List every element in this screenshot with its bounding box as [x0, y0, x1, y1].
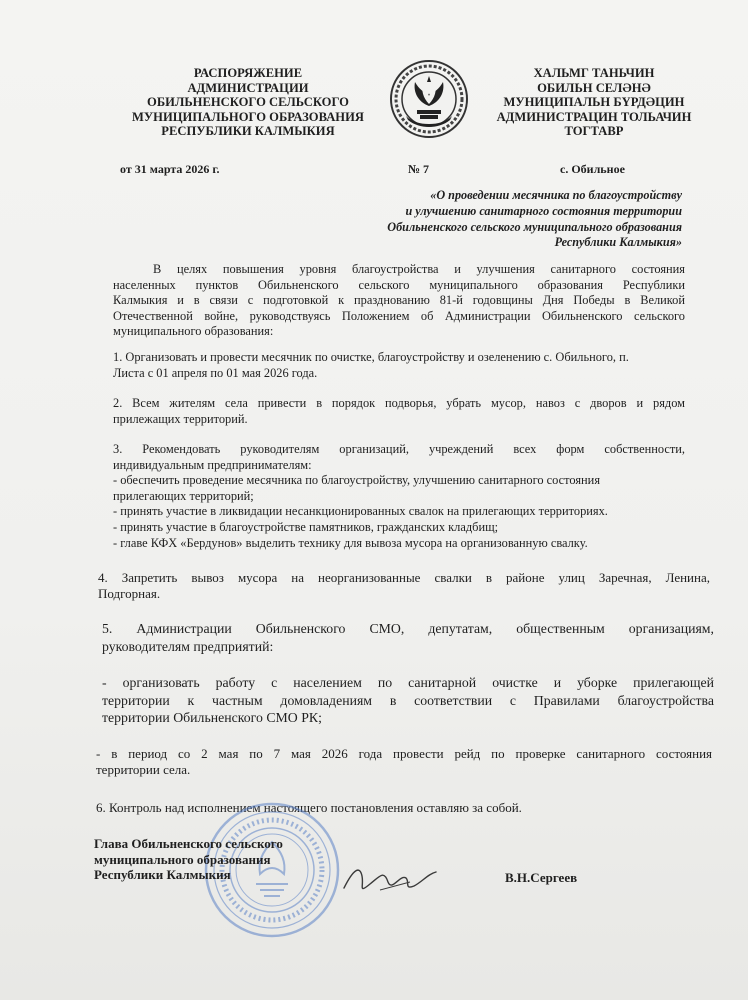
signature-title-line: муниципального образования [94, 851, 271, 867]
text-line: прилежащих территорий. [113, 411, 248, 426]
order-item-3 [113, 442, 685, 551]
signature-name: В.Н.Сергеев [505, 870, 578, 885]
order-item-6 [96, 800, 708, 816]
text-line: Калмыкия и в связи с подготовкой к празднованию 81-й годовщины Дня Победы в Великой [113, 293, 685, 308]
document-place: с. Обильное [560, 162, 625, 176]
signature-title-line: Республики Калмыкия [94, 867, 231, 883]
emblem-icon [384, 58, 474, 140]
text-line: Листа с 01 апреля по 01 мая 2026 года. [113, 365, 318, 380]
text-line: 1. Организовать и провести месячник по очистке, благоустройству и озеленению с. Обильного, п. [113, 350, 629, 364]
text-line: - принять участие в ликвидации несанкционированных свалок на прилегающих территориях. [113, 504, 608, 519]
header-right-line: МУНИЦИПАЛЬН БҮРДӘЦИН [503, 95, 685, 110]
header-left-line: РЕСПУБЛИКИ КАЛМЫКИЯ [161, 124, 335, 139]
text-line: - принять участие в благоустройстве памятников, гражданских кладбищ; [113, 519, 499, 534]
header-right-line: ХАЛЬМГ ТАНЬЧИН [533, 66, 655, 80]
text-line: 6. Контроль над исполнением настоящего постановления оставляю за собой. [96, 800, 522, 815]
handwritten-signature-icon [340, 860, 440, 900]
text-line: - в период со 2 мая по 7 мая 2026 года провести рейд по проверке санитарного состояния [96, 746, 712, 761]
header-left-line: АДМИНИСТРАЦИИ [187, 80, 309, 95]
preamble-paragraph [113, 262, 685, 340]
subject-line: Обильненского сельского муниципального образования [387, 219, 682, 234]
text-line: 5. Администрации Обильненского СМО, депутатам, общественным организациям, [102, 621, 714, 636]
document-date: от 31 марта 2026 г. [120, 162, 220, 176]
subject-line: и улучшению санитарного состояния территории [405, 203, 682, 218]
text-line: Подгорная. [98, 586, 161, 602]
order-item-5 [102, 620, 714, 655]
subject-line: «О проведении месячника по благоустройству [430, 188, 682, 202]
order-item-5a [102, 674, 714, 727]
signature-title-line: Глава Обильненского сельского [94, 836, 283, 851]
subject-line: Республики Калмыкия» [554, 235, 682, 250]
document-subject [300, 188, 682, 251]
header-right [478, 66, 710, 139]
text-line: индивидуальным предпринимателям: [113, 457, 312, 472]
document-number: № 7 [408, 162, 430, 176]
signature-block [94, 836, 283, 883]
order-item-4 [98, 570, 710, 603]
header-left [118, 66, 378, 139]
text-line: территории села. [96, 762, 191, 778]
text-line: территории к частным домовладениям в соответствии с Правилами благоустройства [102, 692, 714, 708]
text-line: Отечественной войне, руководствуясь Положением об Администрации Обильненского сельского [113, 308, 685, 323]
text-line: - главе КФХ «Бердунов» выделить технику для вывоза мусора на организованную свалку. [113, 535, 588, 550]
text-line: 4. Запретить вывоз мусора на неорганизованные свалки в районе улиц Заречная, Ленина, [98, 570, 710, 585]
text-line: - обеспечить проведение месячника по благоустройству, улучшению санитарного состояния [113, 473, 601, 488]
header-left-line: МУНИЦИПАЛЬНОГО ОБРАЗОВАНИЯ [132, 109, 364, 124]
header-right-line: АДМИНИСТРАЦИН ТОЛЬАЧИН [496, 109, 692, 124]
order-item-2 [113, 396, 685, 427]
text-line: 3. Рекомендовать руководителям организаций, учреждений всех форм собственности, [113, 442, 685, 456]
text-line: населенных пунктов Обильненского сельского муниципального образования Республики [113, 277, 685, 292]
text-line: В целях повышения уровня благоустройства и улучшения санитарного состояния [153, 262, 685, 276]
text-line: 2. Всем жителям села привести в порядок подворья, убрать мусор, навоз с дворов и рядом [113, 396, 685, 410]
text-line: прилегающих территорий; [113, 488, 254, 503]
text-line: - организовать работу с населением по санитарной очистке и уборке прилегающей [102, 675, 714, 690]
text-line: муниципального образования: [113, 324, 274, 339]
text-line: территории Обильненского СМО РК; [102, 710, 322, 726]
order-item-1 [113, 350, 685, 381]
order-item-5b [96, 746, 712, 779]
header-left-line: РАСПОРЯЖЕНИЕ [193, 66, 303, 80]
header-right-line: ОБИЛЬН СЕЛӘНӘ [537, 80, 651, 95]
header-left-line: ОБИЛЬНЕНСКОГО СЕЛЬСКОГО [147, 95, 349, 110]
header-right-line: ТОГТАВР [564, 124, 624, 139]
text-line: руководителям предприятий: [102, 638, 274, 654]
